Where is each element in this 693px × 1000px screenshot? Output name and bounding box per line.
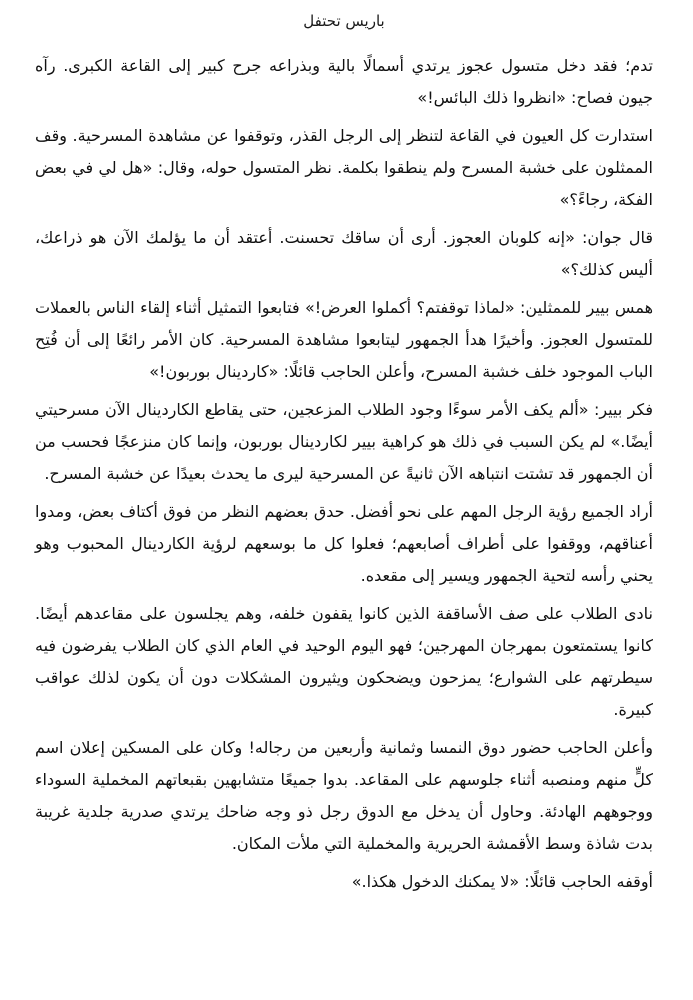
body-text [35,50,653,898]
paragraph: همس بيير للممثلين: «لماذا توقفتم؟ أكملوا العرض!» فتابعوا التمثيل أثناء إلقاء الناس بالعملات للمتسول العجوز. وأخيرًا هدأ الجمهور ليتابعوا مشاهدة المسرحية. كان الأمر رائعًا إلى أن فُتِح الباب الموجود خلف خشبة المسرح، وأعلن الحاجب قائلًا: «كاردينال بوربون!» [35,298,653,381]
paragraph: فكر بيير: «ألم يكف الأمر سوءًا وجود الطلاب المزعجين، حتى يقاطع الكاردينال الآن مسرحيتي أيضًا.» لم يكن السبب في ذلك هو كراهية بيير لكاردينال بوربون، وإنما كان منزعجًا فحسب من أن الجمهور قد تشتت انتباهه الآن ثانيةً عن المسرحية ليرى ما يحدث بعيدًا عن خشبة المسرح. [35,400,653,483]
paragraph: أوقفه الحاجب قائلًا: «لا يمكنك الدخول هكذا.» [351,872,653,891]
running-head: باريس تحتفل [303,12,385,30]
paragraph: استدارت كل العيون في القاعة لتنظر إلى الرجل القذر، وتوقفوا عن مشاهدة المسرحية. وقف الممثلون على خشبة المسرح ولم ينطقوا بكلمة. نظر المتسول حوله، وقال: «هل لي في بعض الفكة، رجاءً؟» [35,126,653,209]
paragraph: قال جوان: «إنه كلوبان العجوز. أرى أن ساقك تحسنت. أعتقد أن ما يؤلمك الآن هو ذراعك، أليس كذلك؟» [35,228,653,279]
paragraph: نادى الطلاب على صف الأساقفة الذين كانوا يقفون خلفه، وهم يجلسون على مقاعدهم أيضًا. كانوا يستمتعون بمهرجان المهرجين؛ فهو اليوم الوحيد في العام الذي كان الطلاب يفرضون فيه سيطرتهم على الشوارع؛ يمزحون ويضحكون ويثيرون المشكلات دون أن يكون لذلك عواقب كبيرة. [35,604,653,719]
paragraph: تدم؛ فقد دخل متسول عجوز يرتدي أسمالًا بالية وبذراعه جرح كبير إلى القاعة الكبرى. رآه جيون فصاح: «انظروا ذلك البائس!» [35,56,653,107]
paragraph: أراد الجميع رؤية الرجل المهم على نحو أفضل. حدق بعضهم النظر من فوق أكتاف بعض، ومدوا أعناقهم، ووقفوا على أطراف أصابعهم؛ فعلوا كل ما بوسعهم لرؤية الكاردينال المحبوب وهو يحني رأسه لتحية الجمهور ويسير إلى مقعده. [35,502,653,585]
paragraph: وأعلن الحاجب حضور دوق النمسا وثمانية وأربعين من رجاله! وكان على المسكين إعلان اسم كلٍّ منهم ومنصبه أثناء جلوسهم على المقاعد. بدوا جميعًا متشابهين بقبعاتهم المخملية السوداء ووجوههم الهادئة. وحاول أن يدخل مع الدوق رجل ذو وجه ضاحك يرتدي صدرية جلدية غريبة بدت شاذة وسط الأقمشة الحريرية والمخملية التي ملأت المكان. [35,738,653,853]
